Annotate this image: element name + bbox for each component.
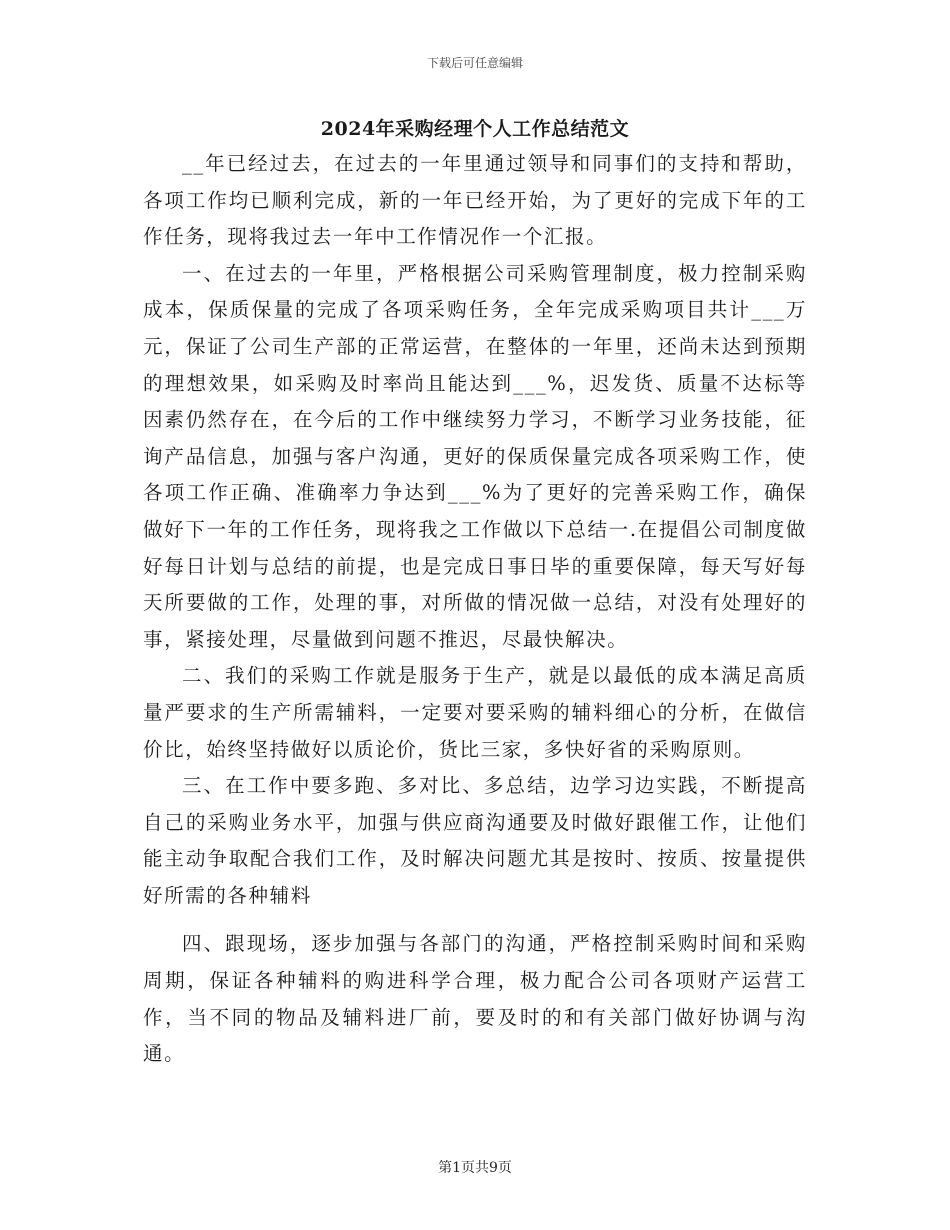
- document-body: [143, 146, 807, 1073]
- paragraph-section-3: 三、在工作中要多跑、多对比、多总结，边学习边实践，不断提高自己的采购业务水平，加强与供应商沟通要及时做好跟催工作，让他们能主动争取配合我们工作，及时解决问题尤其是按时、按质、按量提供好所需的各种辅料: [143, 774, 807, 907]
- paragraph-section-4: 四、跟现场，逐步加强与各部门的沟通，严格控制采购时间和采购周期，保证各种辅料的购进科学合理，极力配合公司各项财产运营工作，当不同的物品及辅料进厂前，要及时的和有关部门做好协调与沟通。: [143, 932, 807, 1066]
- paragraph-section-2: 二、我们的采购工作就是服务于生产，就是以最低的成本满足高质量严要求的生产所需辅料，一定要对要采购的辅料细心的分析，在做信价比，始终坚持做好以质论价，货比三家，多快好省的采购原则。: [143, 664, 807, 761]
- paragraph-section-1: 一、在过去的一年里，严格根据公司采购管理制度，极力控制采购成本，保质保量的完成了各项采购任务，全年完成采购项目共计___万元，保证了公司生产部的正常运营，在整体的一年里，还尚未达到预期的理想效果，如采购及时率尚且能达到___%，迟发货、质量不达标等因素仍然存在，在今后的工作中继续努力学习，不断学习业务技能，征询产品信息，加强与客户沟通，更好的保质保量完成各项采购工作，使各项工作正确、准确率力争达到___%为了更好的完善采购工作，确保做好下一年的工作任务，现将我之工作做以下总结一.在提倡公司制度做好每日计划与总结的前提，也是完成日事日毕的重要保障，每天写好每天所要做的工作，处理的事，对所做的情况做一总结，对没有处理好的事，紧接处理，尽量做到问题不推迟，尽最快解决。: [143, 261, 807, 651]
- document-title: 2024年采购经理个人工作总结范文: [320, 118, 630, 140]
- header-note: 下载后可任意编辑: [426, 56, 523, 70]
- page-number: 第1页共9页: [438, 1160, 512, 1176]
- paragraph-intro: __年已经过去，在过去的一年里通过领导和同事们的支持和帮助，各项工作均已顺利完成，新的一年已经开始，为了更好的完成下年的工作任务，现将我过去一年中工作情况作一个汇报。: [143, 152, 807, 249]
